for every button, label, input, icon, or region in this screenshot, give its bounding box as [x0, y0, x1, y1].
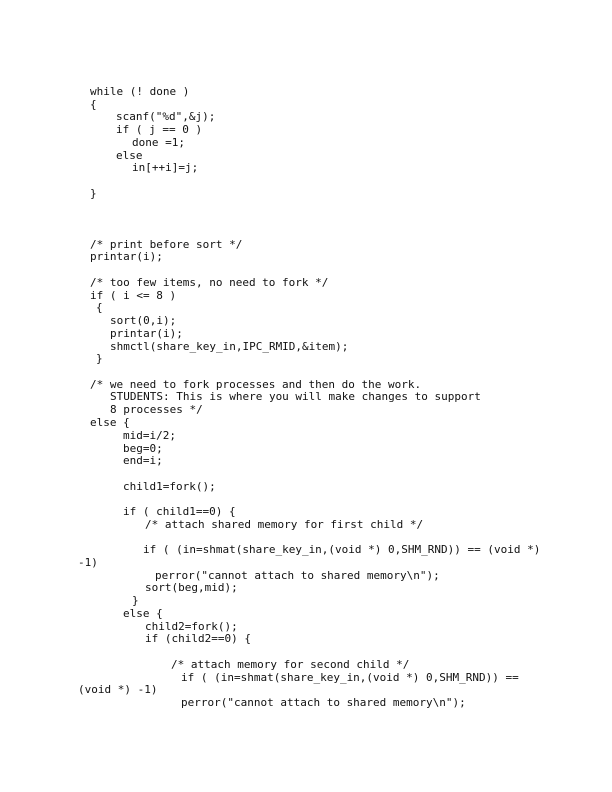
code-line: /* attach memory for second child */ [171, 658, 410, 671]
code-line: beg=0; [123, 442, 163, 455]
code-line: printar(i); [110, 327, 183, 340]
code-line: in[++i]=j; [132, 161, 199, 174]
code-line: done =1; [132, 136, 185, 149]
code-line: /* we need to fork processes and then do the work. [90, 378, 422, 391]
code-line: { [90, 98, 97, 111]
code-line: if ( child1==0) { [123, 505, 236, 518]
code-line: if ( j == 0 ) [116, 123, 203, 136]
code-line: while (! done ) [90, 85, 190, 98]
code-line: (void *) -1) [78, 683, 158, 696]
code-line: /* print before sort */ [90, 238, 243, 251]
code-line: scanf("%d",&j); [116, 110, 216, 123]
code-line: sort(0,i); [110, 314, 177, 327]
code-line: /* attach shared memory for first child */ [145, 518, 424, 531]
code-line: if ( i <= 8 ) [90, 289, 177, 302]
code-line: perror("cannot attach to shared memory\n"); [181, 696, 466, 709]
code-line: -1) [78, 556, 98, 569]
code-line: printar(i); [90, 250, 163, 263]
code-line: child2=fork(); [145, 620, 238, 633]
code-line: mid=i/2; [123, 429, 176, 442]
code-line: if (child2==0) { [145, 632, 251, 645]
code-line: shmctl(share_key_in,IPC_RMID,&item); [110, 340, 349, 353]
code-line: else { [90, 416, 130, 429]
code-line: 8 processes */ [110, 403, 203, 416]
code-line: } [96, 352, 103, 365]
code-line: if ( (in=shmat(share_key_in,(void *) 0,SHM_RND)) == [181, 671, 519, 684]
code-line: /* too few items, no need to fork */ [90, 276, 329, 289]
code-line: { [96, 301, 103, 314]
code-line: sort(beg,mid); [145, 581, 238, 594]
code-line: else { [123, 607, 163, 620]
code-line: if ( (in=shmat(share_key_in,(void *) 0,SHM_RND)) == (void *) [143, 543, 541, 556]
code-line: else [116, 149, 143, 162]
code-line: perror("cannot attach to shared memory\n"); [155, 569, 440, 582]
code-line: child1=fork(); [123, 480, 216, 493]
code-line: } [90, 187, 97, 200]
code-line: } [132, 594, 139, 607]
code-line: STUDENTS: This is where you will make changes to support [110, 390, 481, 403]
code-line: end=i; [123, 454, 163, 467]
